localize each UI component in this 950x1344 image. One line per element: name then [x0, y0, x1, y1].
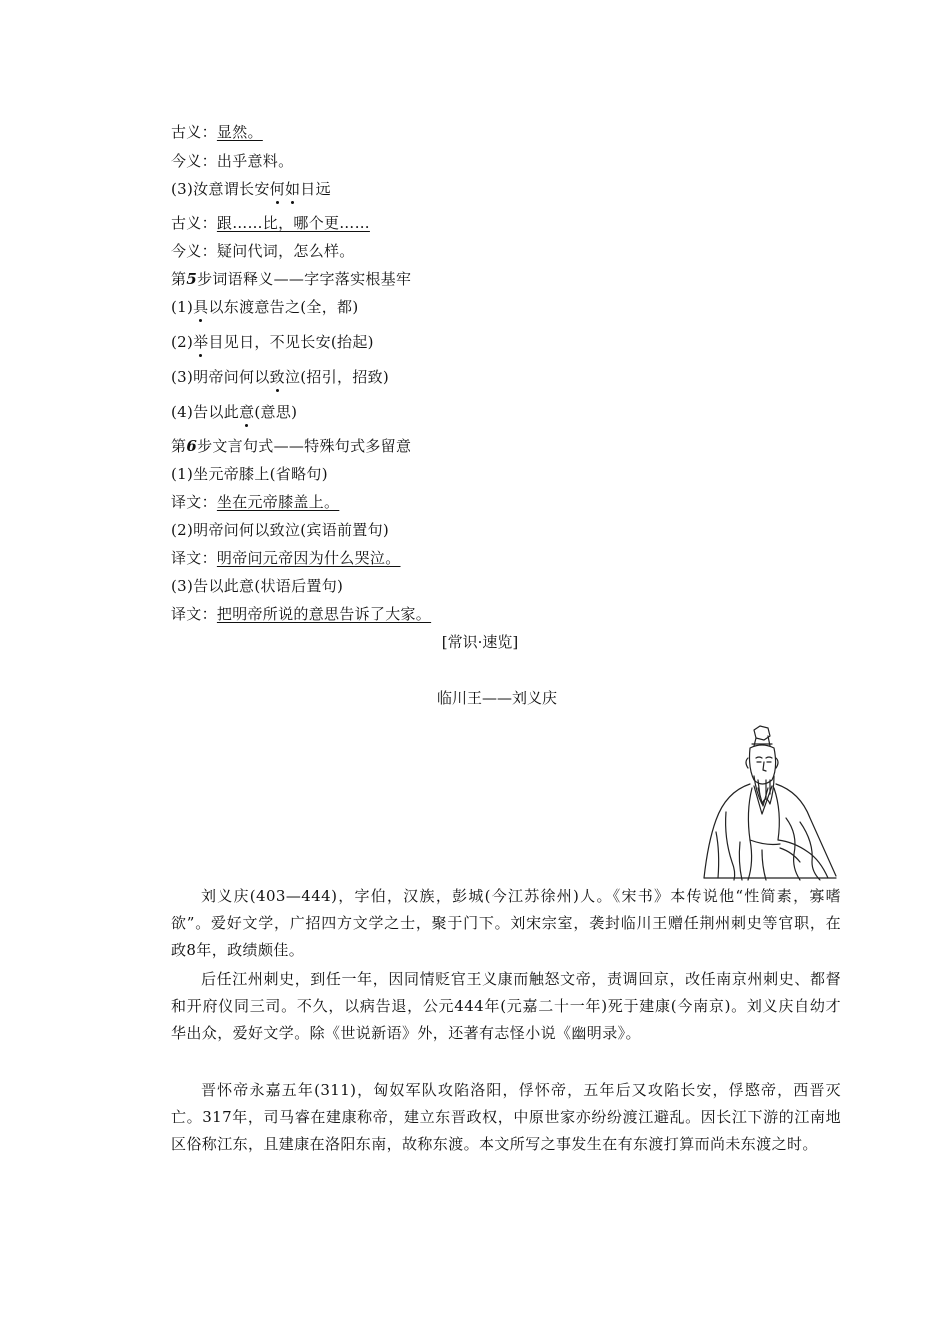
dotted-char: 举	[193, 333, 209, 351]
text: (1)	[171, 298, 194, 316]
liu-yiqing-portrait-image	[696, 722, 842, 882]
translation-line	[171, 604, 431, 624]
step-number: 5	[186, 270, 198, 288]
dotted-char: 意	[239, 403, 255, 421]
step-6-heading	[171, 436, 411, 456]
underlined-answer: 显然。	[216, 123, 263, 141]
text: (意思)	[254, 403, 298, 421]
text: (3)汝意谓长安	[171, 180, 270, 198]
underlined-answer: 明帝问元帝因为什么哭泣。	[216, 549, 401, 567]
text: (3)明帝问何以	[171, 368, 270, 386]
text: 目见日，不见长安(抬起)	[208, 333, 374, 351]
gloss-modern-meaning-line: 今义：出乎意料。	[171, 152, 294, 170]
section-heading: [常识·速览]	[441, 633, 519, 651]
bio-title: 临川王——刘义庆	[436, 689, 557, 707]
text: 以东渡意告之(全，都)	[208, 298, 359, 316]
text: 第	[171, 437, 187, 455]
text: (2)	[171, 333, 194, 351]
underlined-answer: 跟……比，哪个更……	[216, 214, 370, 232]
underlined-answer: 坐在元帝膝盖上。	[216, 493, 340, 511]
underlined-answer: 把明帝所说的意思告诉了大家。	[216, 605, 432, 623]
bio-paragraph: 刘义庆(403—444)，字伯，汉族，彭城(今江苏徐州)人。《宋书》本传说他“性简素，寡嗜欲”。爱好文学，广招四方文学之士，聚于门下。刘宋宗室，袭封临川王赠任荆州刺史等官职，在政8年，政绩颇佳。	[171, 887, 841, 959]
text: 步文言句式——特殊句式多留意	[197, 437, 412, 455]
word-gloss-item	[171, 402, 297, 422]
sentence-pattern-item: (3)告以此意(状语后置句)	[171, 577, 344, 595]
word-gloss-item	[171, 332, 374, 352]
text: 步词语释义——字字落实根基牢	[197, 270, 412, 288]
text: 日远	[300, 180, 331, 198]
dotted-char: 如	[284, 180, 301, 198]
translation-line	[171, 548, 401, 568]
label: 译文：	[171, 605, 217, 623]
step-5-heading	[171, 269, 411, 289]
word-gloss-item	[171, 297, 358, 317]
label: 古义：	[171, 123, 217, 141]
step-number: 6	[186, 437, 198, 455]
gloss-ancient-meaning-line	[171, 122, 263, 142]
sentence-pattern-item: (1)坐元帝膝上(省略句)	[171, 465, 328, 483]
label: 古义：	[171, 214, 217, 232]
label: 译文：	[171, 493, 217, 511]
label: 译文：	[171, 549, 217, 567]
word-gloss-item	[171, 367, 389, 387]
text: 泣(招引，招致)	[284, 368, 390, 386]
dotted-char: 具	[193, 298, 209, 316]
sentence-pattern-item: (2)明帝问何以致泣(宾语前置句)	[171, 521, 390, 539]
bio-paragraph: 后任江州刺史，到任一年，因同情贬官王义康而触怒文帝，责调回京，改任南京州刺史、都督和开府仪同三司。不久，以病告退，公元444年(元嘉二十一年)死于建康(今南京)。刘义庆自幼才华出众，爱好文学。除《世说新语》外，还著有志怪小说《幽明录》。	[171, 970, 841, 1042]
dotted-char: 致	[269, 368, 285, 386]
translation-line	[171, 492, 339, 512]
example-sentence-line	[171, 179, 331, 199]
gloss-modern-meaning-line: 今义：疑问代词，怎么样。	[171, 242, 355, 260]
text: (4)告以此	[171, 403, 240, 421]
gloss-ancient-meaning-line	[171, 213, 370, 233]
text: 第	[171, 270, 187, 288]
dotted-char: 何	[269, 180, 285, 198]
background-paragraph: 晋怀帝永嘉五年(311)，匈奴军队攻陷洛阳，俘怀帝，五年后又攻陷长安，俘愍帝，西晋灭亡。317年，司马睿在建康称帝，建立东晋政权，中原世家亦纷纷渡江避乱。因长江下游的江南地区俗称江东，且建康在洛阳东南，故称东渡。本文所写之事发生在有东渡打算而尚未东渡之时。	[171, 1081, 841, 1153]
